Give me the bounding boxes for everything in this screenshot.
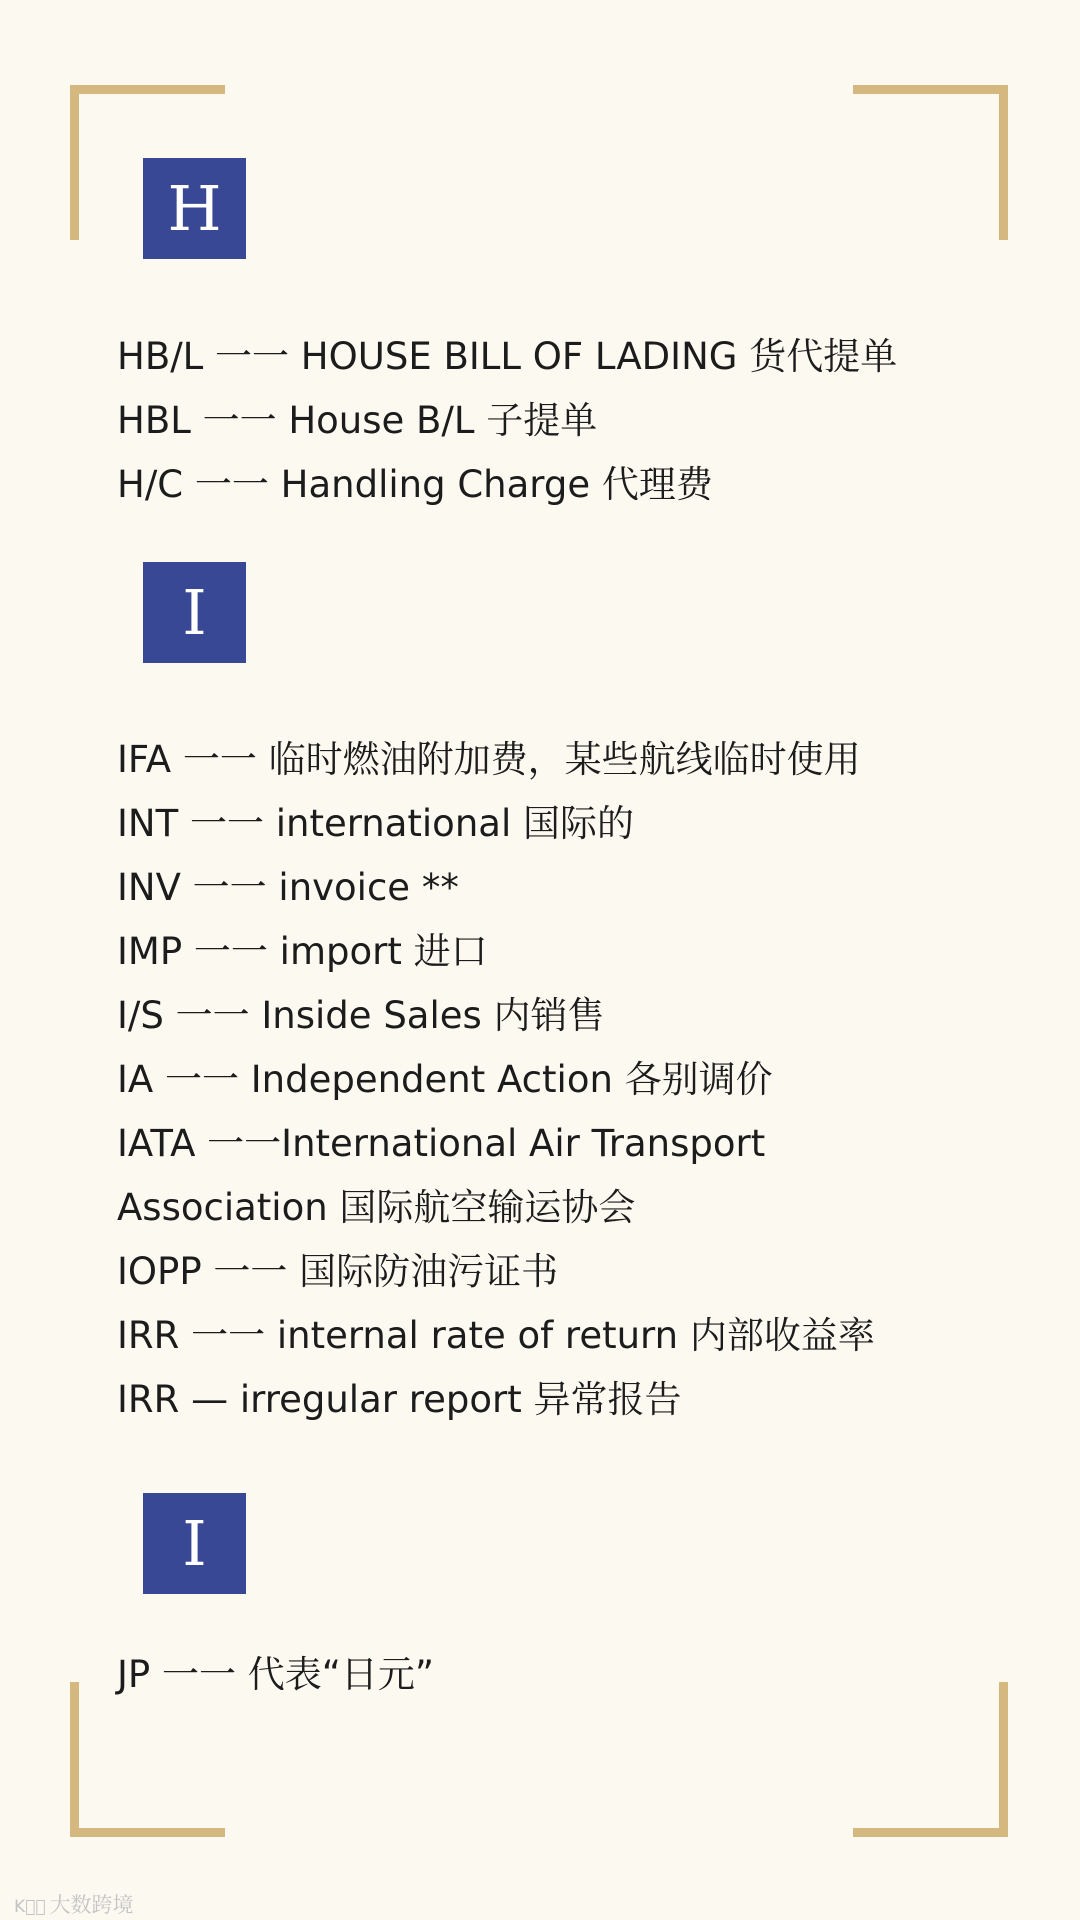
section-letter-badge-j: I bbox=[143, 1493, 246, 1594]
entry-list-h bbox=[117, 325, 897, 517]
glossary-entry: HBL 一一 House B/L 子提单 bbox=[117, 399, 598, 442]
entry-list-j bbox=[117, 1643, 434, 1707]
glossary-entry: IRR — irregular report 异常报告 bbox=[117, 1378, 682, 1421]
frame-corner-top-right bbox=[853, 85, 1008, 240]
glossary-entry: Association 国际航空输运协会 bbox=[117, 1186, 636, 1229]
entry-list-i bbox=[117, 728, 875, 1432]
section-letter-badge-i: I bbox=[143, 562, 246, 663]
glossary-entry: IFA 一一 临时燃油附加费，某些航线临时使用 bbox=[117, 738, 861, 781]
glossary-entry: IA 一一 Independent Action 各别调价 bbox=[117, 1058, 773, 1101]
glossary-entry: INV 一一 invoice ** bbox=[117, 866, 459, 909]
glossary-entry: IRR 一一 internal rate of return 内部收益率 bbox=[117, 1314, 875, 1357]
watermark-text: 大数跨境 bbox=[49, 1893, 134, 1917]
section-letter-badge-h: H bbox=[143, 158, 246, 259]
glossary-entry: IOPP 一一 国际防油污证书 bbox=[117, 1250, 559, 1293]
watermark bbox=[14, 1889, 134, 1919]
glossary-entry: IMP 一一 import 进口 bbox=[117, 930, 488, 973]
glossary-entry: I/S 一一 Inside Sales 内销售 bbox=[117, 994, 605, 1037]
brand-logo-icon: K⃝⃝ bbox=[14, 1897, 46, 1917]
frame-corner-bottom-right bbox=[853, 1682, 1008, 1837]
glossary-entry: HB/L 一一 HOUSE BILL OF LADING 货代提单 bbox=[117, 335, 898, 378]
glossary-entry: INT 一一 international 国际的 bbox=[117, 802, 634, 845]
glossary-entry: JP 一一 代表“日元” bbox=[117, 1653, 435, 1696]
glossary-entry: IATA 一一International Air Transport bbox=[117, 1122, 766, 1165]
glossary-entry: H/C 一一 Handling Charge 代理费 bbox=[117, 463, 713, 506]
